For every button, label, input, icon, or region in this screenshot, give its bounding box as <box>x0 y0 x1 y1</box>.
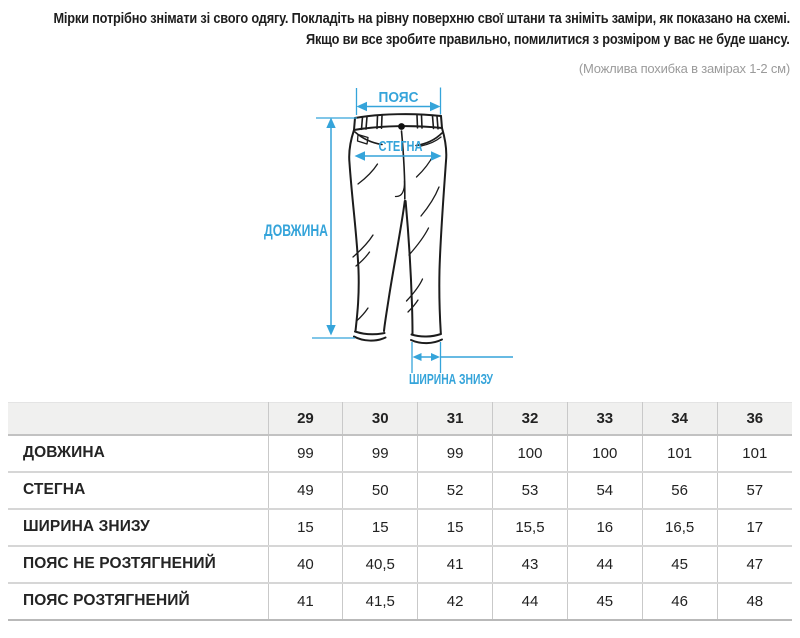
intro-text <box>10 9 790 51</box>
size-table-header-row <box>8 403 792 435</box>
size-table-corner-cell <box>8 403 268 435</box>
bottom-width-dimension <box>409 342 513 388</box>
size-cell: 99 <box>418 435 493 472</box>
size-cell: 54 <box>567 472 642 509</box>
measurement-tolerance-note: (Можлива похибка в замірах 1-2 см) <box>578 61 790 76</box>
size-cell: 15 <box>268 509 343 546</box>
size-column-header: 31 <box>418 403 493 435</box>
size-cell: 47 <box>717 546 792 583</box>
size-cell: 101 <box>717 435 792 472</box>
pants-measurement-diagram <box>255 85 565 395</box>
row-label: ПОЯС НЕ РОЗТЯГНЕНИЙ <box>8 546 268 583</box>
size-cell: 50 <box>343 472 418 509</box>
size-cell: 101 <box>642 435 717 472</box>
size-cell: 15,5 <box>493 509 568 546</box>
length-label: ДОВЖИНА <box>264 222 329 240</box>
size-cell: 52 <box>418 472 493 509</box>
row-label: ШИРИНА ЗНИЗУ <box>8 509 268 546</box>
size-cell: 16,5 <box>642 509 717 546</box>
intro-line-2: Якщо ви все зробите правильно, помилитися з розміром у вас не буде шансу. <box>306 32 790 48</box>
hips-label: СТЕГНА <box>378 139 423 155</box>
size-column-header: 34 <box>642 403 717 435</box>
size-cell: 49 <box>268 472 343 509</box>
size-cell: 48 <box>717 583 792 620</box>
intro-line-1: Мірки потрібно знімати зі свого одягу. Покладіть на рівну поверхню свої штани та зніміть заміри, як показано на схемі. <box>53 11 790 27</box>
size-cell: 41,5 <box>343 583 418 620</box>
size-cell: 45 <box>642 546 717 583</box>
size-cell: 40,5 <box>343 546 418 583</box>
size-cell: 53 <box>493 472 568 509</box>
waist-label: ПОЯС <box>378 90 419 106</box>
size-cell: 44 <box>567 546 642 583</box>
table-row-hips <box>8 472 792 509</box>
size-cell: 56 <box>642 472 717 509</box>
table-row-length <box>8 435 792 472</box>
size-cell: 46 <box>642 583 717 620</box>
size-cell: 44 <box>493 583 568 620</box>
waist-dimension <box>357 88 441 116</box>
table-row-bottom-width <box>8 509 792 546</box>
size-cell: 99 <box>268 435 343 472</box>
size-cell: 15 <box>343 509 418 546</box>
size-table <box>8 402 792 621</box>
table-row-waist-unstretched <box>8 546 792 583</box>
size-cell: 16 <box>567 509 642 546</box>
length-dimension <box>264 118 357 339</box>
size-cell: 40 <box>268 546 343 583</box>
size-cell: 57 <box>717 472 792 509</box>
size-cell: 45 <box>567 583 642 620</box>
size-column-header: 36 <box>717 403 792 435</box>
size-column-header: 29 <box>268 403 343 435</box>
row-label: ДОВЖИНА <box>8 435 268 472</box>
size-cell: 17 <box>717 509 792 546</box>
button-icon <box>398 123 405 130</box>
row-label: ПОЯС РОЗТЯГНЕНИЙ <box>23 592 190 609</box>
size-cell: 41 <box>418 546 493 583</box>
size-cell: 42 <box>418 583 493 620</box>
row-label: СТЕГНА <box>8 472 268 509</box>
crease-lines <box>353 154 439 321</box>
bottom-width-label: ШИРИНА ЗНИЗУ <box>409 372 494 388</box>
size-column-header: 32 <box>493 403 568 435</box>
size-cell: 99 <box>343 435 418 472</box>
size-cell: 100 <box>567 435 642 472</box>
table-row-waist-stretched <box>8 583 792 620</box>
size-cell: 100 <box>493 435 568 472</box>
size-column-header: 30 <box>343 403 418 435</box>
size-cell: 41 <box>268 583 343 620</box>
size-cell: 43 <box>493 546 568 583</box>
size-cell: 15 <box>418 509 493 546</box>
size-column-header: 33 <box>567 403 642 435</box>
